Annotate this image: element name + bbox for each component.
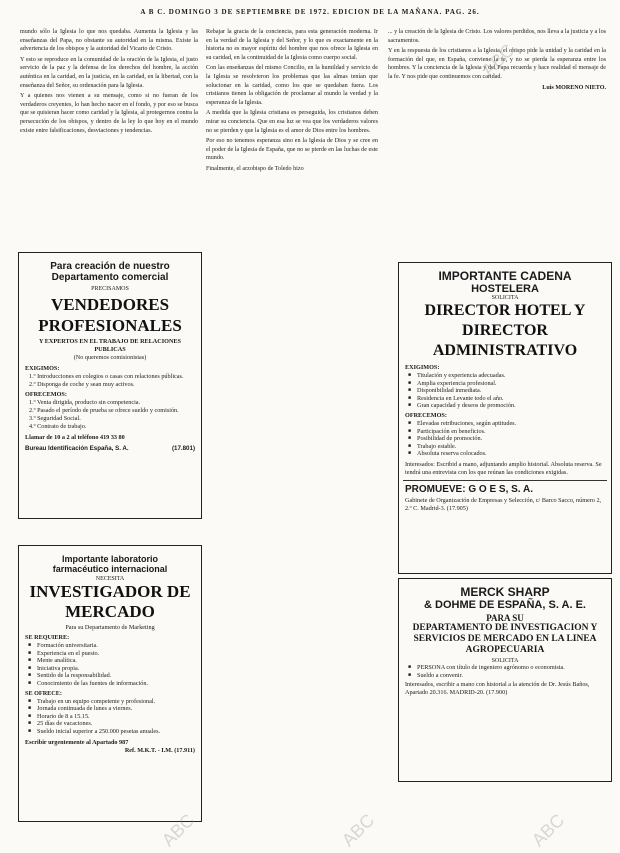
ad-label: EXIGIMOS:	[405, 364, 440, 371]
ad-vendedores	[18, 252, 202, 519]
ad-title: VENDEDORES PROFESIONALES	[38, 295, 182, 335]
ad-label: PROMUEVE:	[405, 483, 466, 495]
article-paragraph: A medida que la Iglesia cristiana es perseguida, los cristianos deben mirar su conciencia. Que en esa luz se vea que los verdaderos valores no se pierden y que la Iglesia es el amor de Dios entre los hombres.	[206, 110, 378, 134]
ad-line: Para creación de nuestro	[50, 261, 170, 272]
article-paragraph: Rebajar la gracia de la conciencia, para esta generación moderna. Ir en la verdad de la Iglesia y del Señor, y lo que es exactamente en la historia no es mayor espíritu del hombre que nos ofrece la Iglesia en su caridad, en la continuidad de la Iglesia como cuerpo social.	[206, 29, 378, 61]
ad-item: ■ Absoluta reserva colocados.	[417, 450, 605, 458]
article-paragraph: mundo sólo la Iglesia lo que nos quedaba. Aumenta la Iglesia y las enseñanzas del Papa, no obstante su autoridad en la misma. Existe la advertencia de los obispos y la autoridad del Vicario de Cristo.	[20, 29, 198, 53]
ad-item: 1.º Venta dirigida, producto sin competencia.	[29, 399, 141, 406]
ad-item: ■ Conocimiento de las fuentes de información.	[37, 680, 201, 688]
article-paragraph: Finalmente, el arzobispo de Toledo hizo	[206, 165, 304, 172]
mid-article	[206, 28, 378, 828]
watermark: ABC	[527, 809, 569, 851]
watermark: ABC	[157, 809, 199, 851]
ad-item: ■ 25 días de vacaciones.	[37, 720, 195, 728]
ad-merck	[398, 578, 612, 782]
ad-item: ■ Iniciativa propia.	[37, 665, 201, 673]
ad-line: DEPARTAMENTO DE INVESTIGACION Y SERVICIOS DE MERCADO EN LA LINEA AGROPECUARIA	[412, 623, 598, 655]
ad-contact: Llamar de 10 a 2 al teléfono 419 33 80	[25, 434, 125, 441]
ad-line: Importante laboratorio	[61, 554, 158, 564]
ad-item: 2.º Disponga de coche y sean muy activos.	[29, 381, 135, 388]
ad-note: Interesados: Escribid a mano, adjuntando amplio historial. Absoluta reserva. Se tendrá una entrevista con los que reúnan las condiciones exigidas.	[405, 460, 602, 476]
ad-line: NECESITA	[95, 576, 125, 582]
article-paragraph: Y a quienes nos vienen a su mensaje, como si no fueran de los verdaderos creyentes, lo han hecho nacer en el fondo, y por eso se busca que se quisieran hacer como caridad y la Iglesia, al protegernos contra la persecución de los obispos, y dentro de la ley lo que hoy en el mundo existe entre falsificaciones, desviaciones y tendencias.	[20, 93, 198, 134]
ad-title: INVESTIGADOR DE MERCADO	[29, 582, 191, 621]
ad-label: OFRECEMOS:	[405, 411, 447, 419]
ad-line: PRECISAMOS	[91, 286, 129, 292]
ad-item: ■ Amplia experiencia profesional.	[417, 380, 605, 388]
page-header: A B C. DOMINGO 3 DE SEPTIEMBRE DE 1972. EDICION DE LA MAÑANA. PAG. 26.	[140, 8, 480, 16]
ad-line: farmacéutico internacional	[52, 564, 168, 574]
ad-subtitle: (No queremos comisionistas)	[73, 354, 147, 361]
ad-address: Gabinete de Organización de Empresas y Selección, c/ Barco Sacco, número 2, 2.º C. Madrid-3. (17.905)	[405, 496, 602, 512]
ad-line: & DOHME DE ESPAÑA, S. A. E.	[424, 599, 586, 611]
ad-subtitle: Y EXPERTOS EN EL TRABAJO DE RELACIONES PUBLICAS	[38, 338, 181, 353]
ad-item: ■ Residencia en Levante todo el año.	[417, 395, 605, 403]
ad-item: ■ Elevadas retribuciones, según aptitudes.	[417, 420, 605, 428]
ad-item: ■ Titulación y experiencia adecuadas.	[417, 372, 605, 380]
ad-item: ■ Horario de 8 a 15.15.	[37, 713, 195, 721]
ad-item: 3.º Seguridad Social.	[29, 415, 81, 422]
ad-title: DIRECTOR HOTEL Y DIRECTOR ADMINISTRATIVO	[424, 302, 586, 359]
ad-item: ■ Disponibilidad inmediata.	[417, 387, 605, 395]
ad-dept: Para su Departamento de Marketing	[65, 624, 155, 631]
watermark: ABC	[477, 39, 519, 81]
ad-item: ■ Experiencia en el puesto.	[37, 650, 201, 658]
ad-investigador	[18, 545, 202, 822]
ad-line: SOLICITA	[491, 658, 519, 664]
ad-line: SOLICITA	[491, 295, 519, 301]
ad-item: ■ Participación en beneficios.	[417, 428, 605, 436]
ad-contact: Escribir urgentemente al Apartado 987	[25, 738, 129, 746]
ad-line: HOSTELERA	[471, 283, 539, 295]
ad-item: 2.º Pasado el período de prueba se ofrece sueldo y comisión.	[29, 407, 179, 414]
ad-item: ■ Sueldo a convenir.	[417, 672, 605, 680]
ad-line: MERCK SHARP	[460, 585, 550, 599]
watermark: ABC	[337, 809, 379, 851]
ad-line: Departamento comercial	[51, 272, 169, 283]
ad-line: IMPORTANTE CADENA	[438, 269, 572, 283]
ad-contact: Interesados, escribir a mano con historial a la atención de Dr. Jesús Baños, Apartado 20.316. MADRID-20. (17.900)	[405, 681, 590, 697]
ad-item: ■ Mente analítica.	[37, 657, 201, 665]
ad-line: PARA SU	[486, 613, 524, 623]
ad-director-hotel	[398, 262, 612, 574]
ad-firm: Bureau Identificación España, S. A.	[25, 445, 129, 452]
article-paragraph: Con las enseñanzas del mismo Concilio, en la humildad y servicio de la Iglesia se resolvieron los problemas que las almas tenían que solucionar en la caridad, como los que se quedaban fuera. Los cristianos tienen la obligación de proclamar al mundo la verdad y la esperanza de la Iglesia.	[206, 65, 378, 106]
article-paragraph: Y en la respuesta de los cristianos a la Iglesia, el obispo pide la unidad y la caridad en la formación del que, en España, conviene la fe, y no se pierda la esperanza entre los hombres. Y la conciencia de la Iglesia y del Papa recuerda y hace realidad el mensaje de la fe. Y nos pide que continuemos con caridad.	[388, 48, 606, 80]
ad-item: ■ Sentido de la responsabilidad.	[37, 672, 201, 680]
article-paragraph: Y esto se reproduce en la comunidad de la oración de la Iglesia, el justo servicio de la paz y la defensa de los derechos del hombre, la acción auténtica en la caridad, en la justicia, en la caridad, en la libertad, con la enseñanza del Señor, su ordenación para la Iglesia.	[20, 56, 198, 89]
ad-ref: (17.801)	[171, 445, 195, 452]
left-article	[20, 28, 198, 137]
ad-label: SE REQUIERE:	[25, 634, 70, 641]
ad-item: ■ Posibilidad de promoción.	[417, 435, 605, 443]
ad-item: ■ Gran capacidad y deseos de promoción.	[417, 402, 605, 410]
ad-label: EXIGIMOS:	[25, 365, 60, 372]
ad-item: ■ Sueldo inicial superior a 250.000 pesetas anuales.	[37, 728, 195, 736]
article-paragraph: Por eso no tenemos esperanza sino en la Iglesia de Dios y se cree en el poder de la Iglesia de España, que no se pierde en las luchas de este mundo.	[206, 138, 378, 162]
ad-item: 4.º Contrato de trabajo.	[29, 423, 87, 430]
ad-label: SE OFRECE:	[25, 689, 62, 697]
ad-item: 1.º Introducciones en colegios o casas con relaciones públicas.	[29, 373, 184, 380]
ad-firm: G O E S, S. A.	[468, 483, 533, 495]
ad-ref: Ref. M.K.T. - I.M. (17.911)	[124, 746, 195, 754]
article-paragraph: ... y la creación de la Iglesia de Cristo. Los valores perdidos, nos lleva a la justicia y a los sacramentos.	[388, 29, 606, 44]
article-signature: Luis MORENO NIETO.	[542, 84, 606, 91]
ad-label: OFRECEMOS:	[25, 391, 67, 398]
ad-item: ■ Jornada continuada de lunes a viernes.	[37, 705, 195, 713]
ad-item: ■ Trabajo en un equipo competente y profesional.	[37, 698, 195, 706]
ad-item: ■ PERSONA con título de ingeniero agrónomo o economista.	[417, 664, 605, 672]
ad-item: ■ Trabajo estable.	[417, 443, 605, 451]
ad-item: ■ Formación universitaria.	[37, 642, 201, 650]
